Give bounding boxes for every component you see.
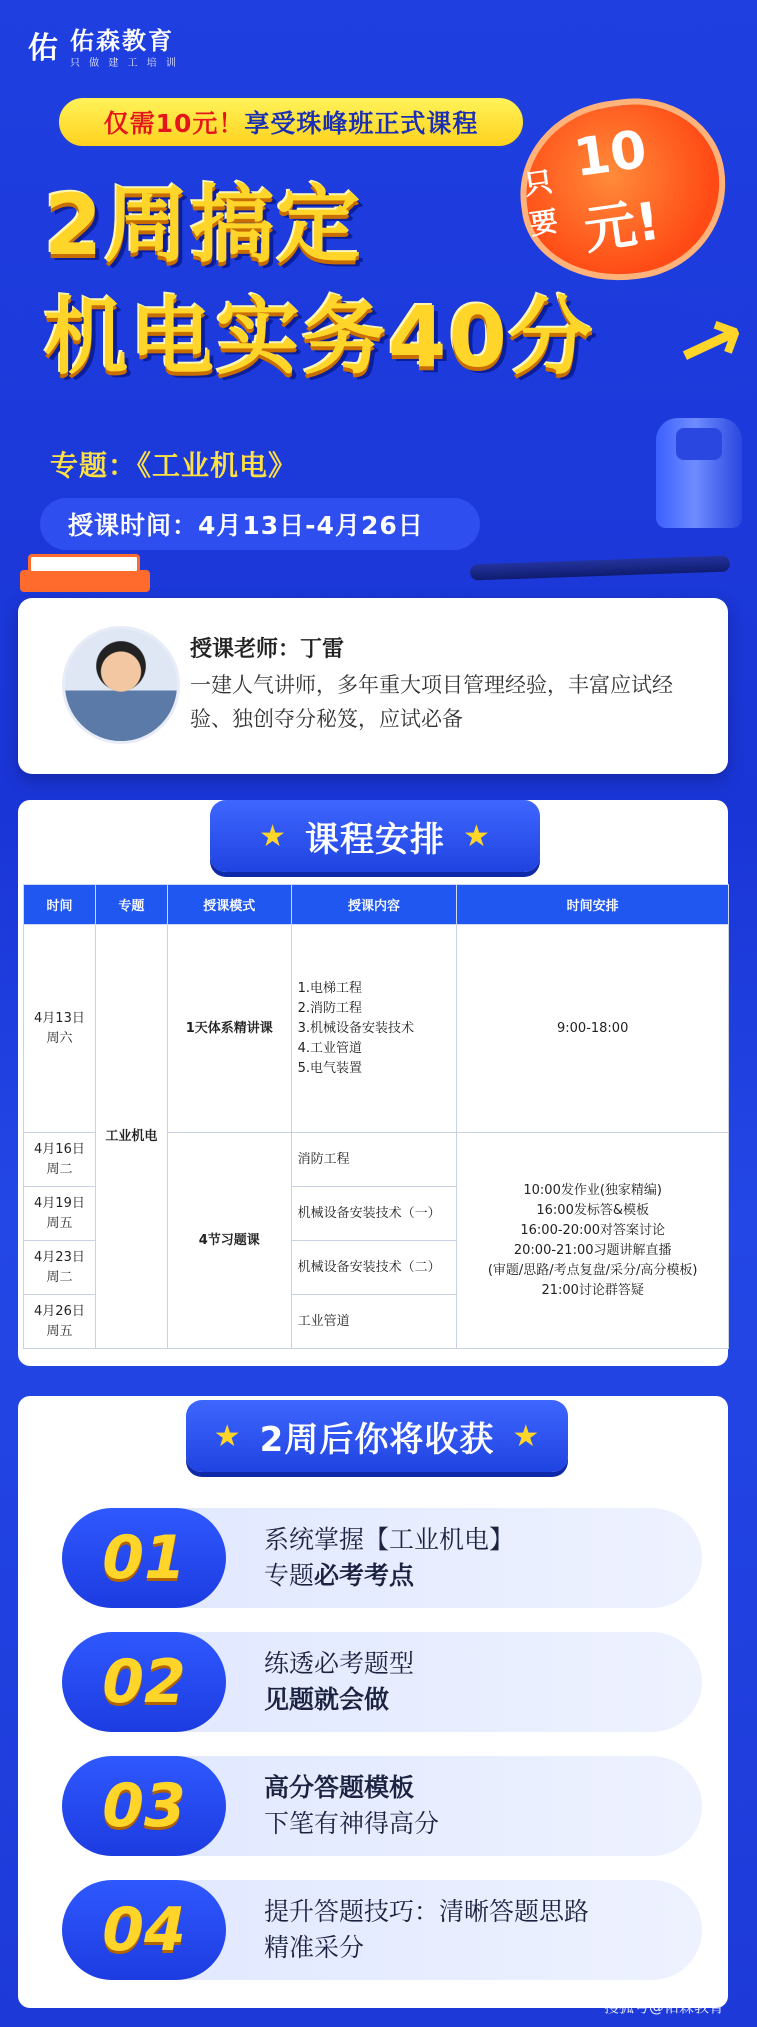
date-cell [24,1295,96,1349]
weekday: 周二 [46,1161,73,1177]
gain-line-b: 下笔有神得高分 [264,1809,440,1838]
date: 4月19日 [34,1195,85,1211]
star-icon: ★ [213,1418,242,1454]
gain-line-a: 提升答题技巧：清晰答题思路 [264,1897,590,1926]
gain-line-a: 高分答题模板 [264,1773,415,1802]
pen-decoration [470,555,730,580]
col-header: 授课模式 [167,885,291,925]
star-icon: ★ [463,818,491,854]
content-cell: 工业管道 [291,1295,457,1349]
time-cell: 9:00-18:00 [457,925,729,1133]
promo-price: 仅需10元！ [103,109,245,138]
time-line: 20:00-21:00习题讲解直播 [513,1242,672,1258]
col-header: 专题 [95,885,167,925]
teacher-avatar [62,626,180,744]
teacher-card [18,598,728,774]
gain-line-b: 专题 [264,1561,315,1590]
promo-banner [56,95,526,149]
table-header-row [24,885,729,925]
gain-number: 01 [62,1508,226,1608]
time-line: 16:00发标答&模板 [536,1202,649,1218]
time-line: 21:00讨论群答疑 [541,1282,644,1298]
col-header: 时间安排 [457,885,729,925]
content-cell: 机械设备安装技术（一） [291,1187,457,1241]
gain-text [264,1522,514,1594]
watermark: 搜狐号@佑森教育 [604,1998,725,2016]
promo-text: 享受珠峰班正式课程 [244,109,479,138]
schedule-time: 授课时间：4月13日-4月26日 [40,498,480,550]
brand-logo [28,28,179,69]
teacher-name: 授课老师：丁雷 [190,637,345,662]
gain-item [62,1756,702,1856]
gain-text [264,1894,589,1966]
date: 4月13日 [34,1010,85,1026]
gain-line-b-bold: 必考考点 [314,1561,415,1590]
weekday: 周五 [46,1323,73,1339]
schedule-title: 课程安排 [305,819,445,860]
gain-number: 04 [62,1880,226,1980]
content-item: 5.电气装置 [297,1060,363,1076]
weekday: 周六 [46,1030,73,1046]
teacher-description: 一建人气讲师，多年重大项目管理经验，丰富应试经验、独创夺分秘笈，应试必备 [190,673,673,731]
badge-pre: 只要 [522,164,560,242]
time-line: 10:00发作业(独家精编) [523,1182,662,1198]
table-row [24,925,729,1133]
gain-text [264,1770,439,1842]
price-badge [508,87,737,294]
content-cell: 消防工程 [291,1133,457,1187]
gain-item [62,1632,702,1732]
schedule-table [23,884,729,1349]
arrow-up-icon: ↗ [662,289,757,400]
date: 4月16日 [34,1141,85,1157]
topic-cell: 工业机电 [95,925,167,1349]
weekday: 周二 [46,1269,73,1285]
col-header: 时间 [24,885,96,925]
time-line: (审题/思路/考点复盘/采分/高分模板) [487,1262,698,1278]
topic-label: 专题：《工业机电》 [50,449,298,482]
date-cell [24,1187,96,1241]
gain-item [62,1508,702,1608]
content-cell: 机械设备安装技术（二） [291,1241,457,1295]
mode-cell: 4节习题课 [167,1133,291,1349]
date-cell [24,1133,96,1187]
date: 4月23日 [34,1249,85,1265]
ink-bottle-cap-decoration [676,428,722,460]
books-decoration [20,552,150,598]
star-icon: ★ [512,1418,541,1454]
content-item: 2.消防工程 [297,1000,363,1016]
gain-line-b: 精准采分 [264,1933,365,1962]
col-header: 授课内容 [291,885,457,925]
headline-line1: 2周搞定 [44,176,363,274]
badge-amount: 10元! [570,119,664,261]
date: 4月26日 [34,1303,85,1319]
time-cell [457,1133,729,1349]
content-item: 3.机械设备安装技术 [297,1020,415,1036]
headline-line2: 机电实务40分 [44,288,595,386]
content-cell [291,925,457,1133]
schedule-section-header [210,800,540,872]
content-item: 4.工业管道 [297,1040,363,1056]
gain-line-a: 系统掌握【工业机电】 [264,1525,515,1554]
gain-line-b-bold: 见题就会做 [264,1685,390,1714]
date-cell [24,925,96,1133]
content-item: 1.电梯工程 [297,980,363,996]
gains-title: 2周后你将收获 [259,1419,495,1460]
gain-item [62,1880,702,1980]
gain-number: 03 [62,1756,226,1856]
gain-text [264,1646,414,1718]
brand-slogan: 只 做 建 工 培 训 [70,58,179,69]
time-line: 16:00-20:00对答案讨论 [520,1222,665,1238]
gains-section-header [186,1400,568,1472]
brand-name: 佑森教育 [70,27,174,55]
weekday: 周五 [46,1215,73,1231]
mode-cell: 1天体系精讲课 [167,925,291,1133]
gain-number: 02 [62,1632,226,1732]
star-icon: ★ [259,818,287,854]
logo-icon: 佑 [28,30,58,66]
date-cell [24,1241,96,1295]
gain-line-a: 练透必考题型 [264,1649,415,1678]
